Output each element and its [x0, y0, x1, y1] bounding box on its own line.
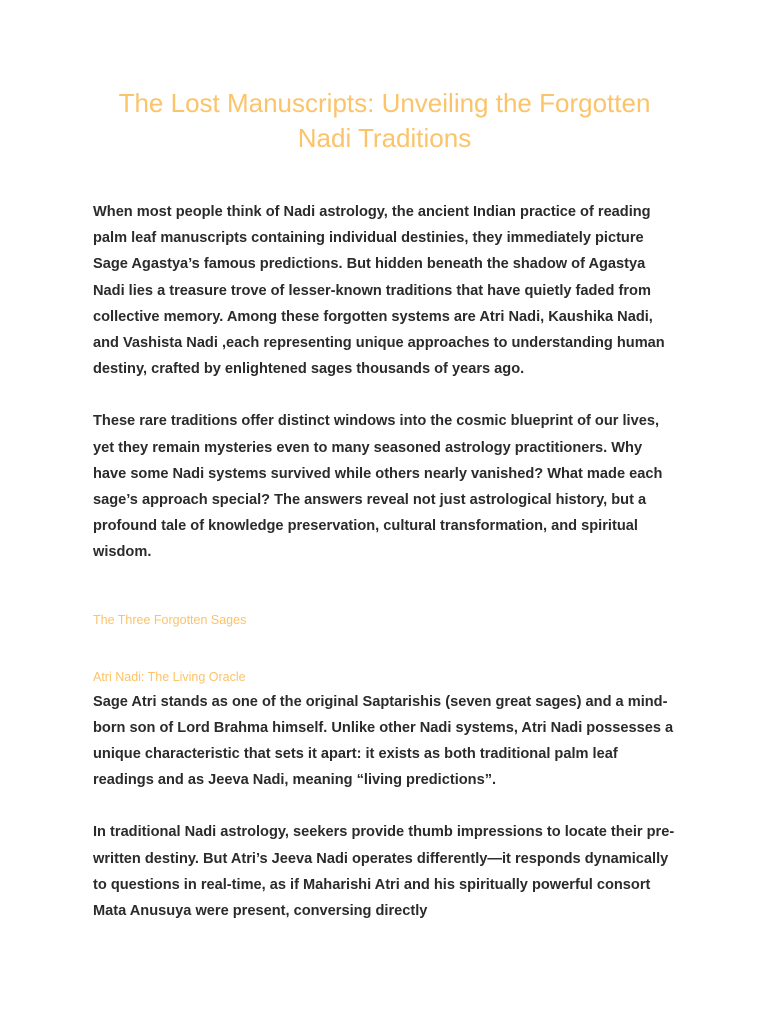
section-heading: The Three Forgotten Sages [93, 612, 247, 627]
intro-paragraph-2: These rare traditions offer distinct windows into the cosmic blueprint of our lives, yet they remain mysteries even to many seasoned astrology practitioners. Why have some Nadi systems survived while others nearly vanished? What made each sage’s approach special? The answers reveal not just astrological history, but a profound tale of knowledge preservation, cultural transformation, and spiritual wisdom. [93, 413, 663, 561]
article-title: The Lost Manuscripts: Unveiling the Forgotten Nadi Traditions [118, 88, 651, 153]
section-paragraph-2: In traditional Nadi astrology, seekers provide thumb impressions to locate their pre-written destiny. But Atri’s Jeeva Nadi operates differently—it responds dynamically to questions in real-time, as if Maharishi Atri and his spiritually powerful consort Mata Anusuya were present, conversing directly [93, 824, 675, 920]
section-paragraph-1: Sage Atri stands as one of the original Saptarishis (seven great sages) and a mind-born son of Lord Brahma himself. Unlike other Nadi systems, Atri Nadi possesses a unique characteristic that sets it apart: it exists as both traditional palm leaf readings and as Jeeva Nadi, meaning “living predictions”. [93, 693, 674, 789]
sub-heading: Atri Nadi: The Living Oracle [93, 669, 246, 684]
intro-paragraph-1: When most people think of Nadi astrology, the ancient Indian practice of reading palm leaf manuscripts containing individual destinies, they immediately picture Sage Agastya’s famous predictions. But hidden beneath the shadow of Agastya Nadi lies a treasure trove of lesser-known traditions that have quietly faded from collective memory. Among these forgotten systems are Atri Nadi, Kaushika Nadi, and Vashista Nadi ,each representing unique approaches to understanding human destiny, crafted by enlightened sages thousands of years ago. [93, 204, 665, 378]
